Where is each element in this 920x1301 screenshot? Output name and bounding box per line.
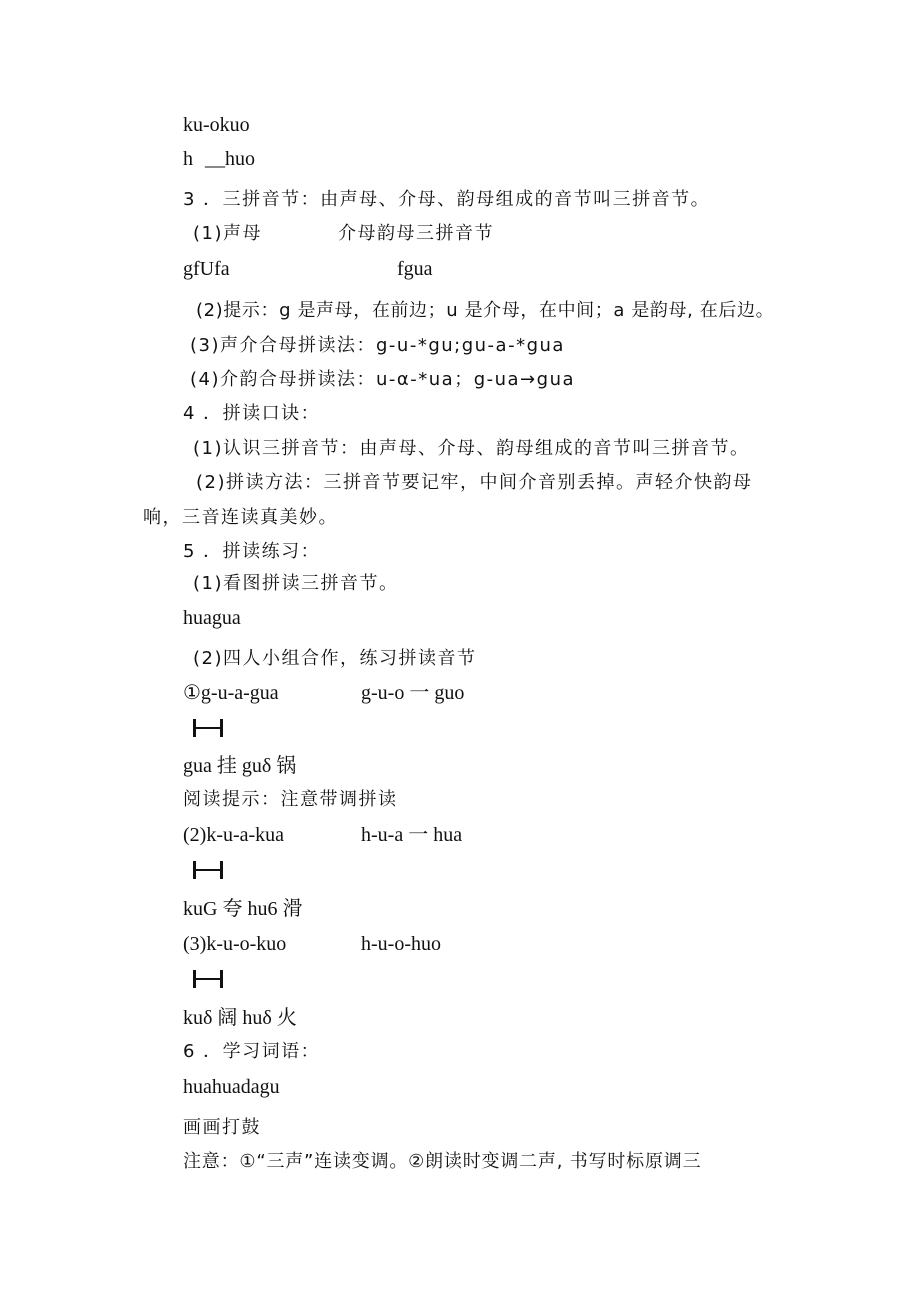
text-line: (4)介韵合母拼读法：u-α-*ua；g-ua→gua xyxy=(190,369,576,390)
text-line xyxy=(183,680,503,706)
text-line xyxy=(183,256,463,282)
section-heading: 3 ．三拼音节：由声母、介母、韵母组成的音节叫三拼音节。 xyxy=(183,189,711,210)
text-line: 注意：①“三声”连读变调。②朗读时变调二声, 书写时标原调三 xyxy=(183,1151,702,1172)
text-line: (2)四人小组合作，练习拼读音节 xyxy=(193,648,477,669)
text-segment: fgua xyxy=(397,258,433,280)
section-heading: 4 ．拼读口诀： xyxy=(183,403,321,424)
text-line: ku-okuo xyxy=(183,114,250,136)
text-line: (1)认识三拼音节：由声母、介母、韵母组成的音节叫三拼音节。 xyxy=(193,438,750,459)
text-line: (2)拼读方法：三拼音节要记牢，中间介音别丢掉。声轻介快韵母 xyxy=(196,472,753,493)
text-line xyxy=(193,221,523,247)
text-segment: h-u-o-huo xyxy=(361,933,441,955)
text-segment: h xyxy=(183,148,193,170)
text-segment: (2)k-u-a-kua xyxy=(183,824,285,846)
text-line xyxy=(183,146,303,172)
text-segment: h-u-a 一 hua xyxy=(361,824,463,846)
text-segment: g-u-o 一 guo xyxy=(361,682,465,704)
text-segment: (1)声母 xyxy=(193,223,262,244)
text-segment: 介母韵母三拼音节 xyxy=(338,223,494,244)
text-segment: __huo xyxy=(205,148,255,170)
section-heading: 5 ．拼读练习： xyxy=(183,541,321,562)
text-line: kuδ 阔 huδ 火 xyxy=(183,1007,297,1029)
text-line: 阅读提示：注意带调拼读 xyxy=(183,789,398,810)
bracket-mark xyxy=(193,970,223,988)
text-line: (3)声介合母拼读法：g-u-*gu;gu-a-*gua xyxy=(190,335,565,356)
bracket-mark xyxy=(193,861,223,879)
text-line: huagua xyxy=(183,607,241,629)
text-line: huahuadagu xyxy=(183,1076,280,1098)
text-line: 画画打鼓 xyxy=(183,1117,261,1138)
text-line: gua 挂 guδ 锅 xyxy=(183,755,297,777)
text-line xyxy=(183,822,503,848)
text-line: (1)看图拼读三拼音节。 xyxy=(193,573,399,594)
section-heading: 6 ．学习词语： xyxy=(183,1041,321,1062)
text-segment: gfUfa xyxy=(183,258,230,280)
bracket-mark xyxy=(193,719,223,737)
text-line: 响，三音连读真美妙。 xyxy=(143,507,338,528)
text-line: kuG 夸 hu6 滑 xyxy=(183,898,303,920)
text-line xyxy=(183,931,503,957)
text-line: (2)提示：g 是声母，在前边；u 是介母，在中间；a 是韵母, 在后边。 xyxy=(196,300,775,321)
text-segment: (3)k-u-o-kuo xyxy=(183,933,287,955)
text-segment: ①g-u-a-gua xyxy=(183,682,279,704)
